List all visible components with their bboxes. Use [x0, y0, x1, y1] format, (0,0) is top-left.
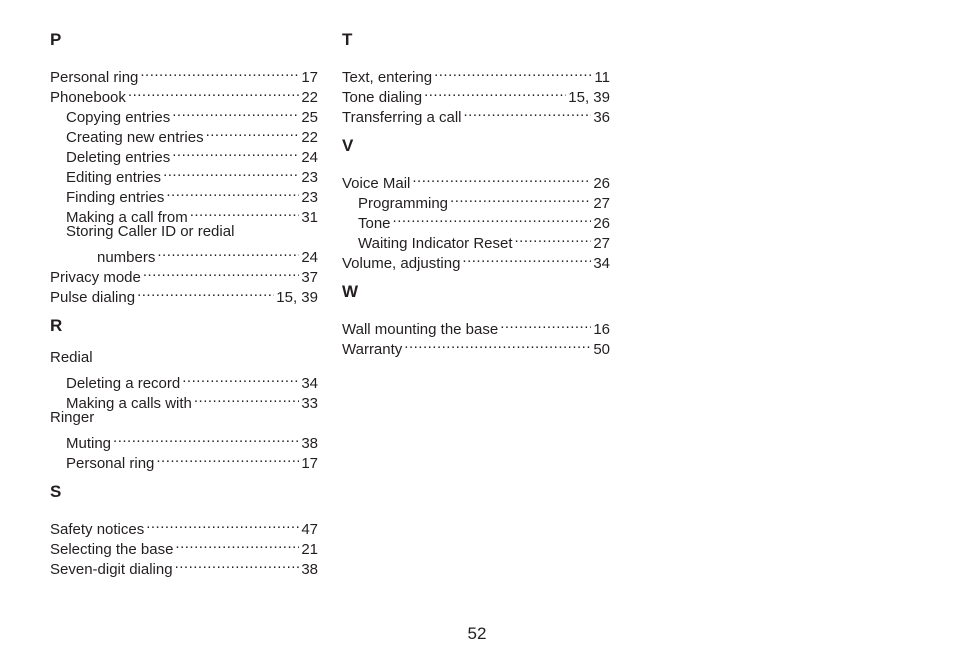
entry-page: 23	[301, 169, 318, 186]
entry-label: Finding entries	[66, 189, 165, 206]
dot-leader	[450, 188, 591, 208]
entry-label: Transferring a call	[342, 109, 462, 126]
section-letter: S	[50, 482, 62, 501]
section-letter: T	[342, 30, 353, 49]
dot-leader	[412, 168, 591, 188]
entry-page: 34	[593, 255, 610, 272]
dot-leader	[424, 82, 566, 102]
dot-leader	[206, 122, 300, 142]
index-entry	[50, 262, 318, 286]
dot-leader	[156, 448, 299, 468]
dot-leader	[157, 242, 299, 262]
index-entry	[50, 514, 318, 538]
entry-label: Wall mounting the base	[342, 321, 499, 338]
dot-leader	[175, 554, 300, 574]
entry-page: 37	[301, 269, 318, 286]
dot-leader	[146, 514, 299, 534]
dot-leader	[128, 82, 299, 102]
entry-label: Tone	[358, 215, 391, 232]
dot-leader	[113, 428, 299, 448]
entry-label: Warranty	[342, 341, 403, 358]
entry-label: Ringer	[50, 409, 95, 426]
entry-page: 47	[301, 521, 318, 538]
entry-label: Waiting Indicator Reset	[358, 235, 513, 252]
entry-label: Storing Caller ID or redial	[66, 223, 235, 240]
entry-label: Muting	[66, 435, 112, 452]
index-entry	[50, 242, 318, 266]
entry-label: Text, entering	[342, 69, 433, 86]
entry-label: Tone dialing	[342, 89, 423, 106]
entry-page: 36	[593, 109, 610, 126]
entry-label: Seven-digit dialing	[50, 561, 173, 578]
entry-label: Safety notices	[50, 521, 145, 538]
entry-label: Deleting a record	[66, 375, 181, 392]
index-entry	[342, 314, 610, 338]
entry-label: numbers	[97, 249, 156, 266]
entry-page: 24	[301, 149, 318, 166]
entry-label: Selecting the base	[50, 541, 174, 558]
dot-leader	[143, 262, 299, 282]
entry-page: 11	[594, 69, 610, 86]
index-column-right	[342, 30, 610, 368]
entry-label: Phonebook	[50, 89, 126, 106]
index-entry	[50, 348, 318, 368]
entry-page: 33	[301, 395, 318, 412]
dot-leader	[404, 334, 591, 354]
entry-page: 25	[301, 109, 318, 126]
section-letter: V	[342, 136, 354, 155]
index-column-left	[50, 30, 318, 588]
dot-leader	[137, 282, 274, 302]
section-letter: W	[342, 282, 359, 301]
entry-page: 38	[301, 561, 318, 578]
dot-leader	[182, 368, 299, 388]
entry-page: 17	[301, 69, 318, 86]
entry-page: 22	[301, 89, 318, 106]
dot-leader	[515, 228, 592, 248]
index-entry	[50, 62, 318, 86]
entry-page: 27	[593, 235, 610, 252]
dot-leader	[393, 208, 592, 228]
dot-leader	[464, 102, 592, 122]
page-number: 52	[467, 624, 487, 643]
entry-page: 15, 39	[276, 289, 318, 306]
index-entry	[342, 62, 610, 86]
entry-label: Personal ring	[66, 455, 155, 472]
entry-page: 23	[301, 189, 318, 206]
entry-label: Personal ring	[50, 69, 139, 86]
index-section-s	[50, 482, 318, 578]
dot-leader	[500, 314, 591, 334]
dot-leader	[434, 62, 592, 82]
entry-label: Redial	[50, 349, 93, 366]
dot-leader	[140, 62, 299, 82]
entry-label: Volume, adjusting	[342, 255, 461, 272]
entry-label: Programming	[358, 195, 449, 212]
entry-page: 26	[593, 215, 610, 232]
entry-page: 21	[301, 541, 318, 558]
section-letter: R	[50, 316, 63, 335]
entry-label: Making a call from	[66, 209, 188, 226]
index-entry	[50, 428, 318, 452]
entry-label: Deleting entries	[66, 149, 171, 166]
section-letter: P	[50, 30, 62, 49]
entry-label: Creating new entries	[66, 129, 204, 146]
dot-leader	[190, 202, 300, 222]
entry-page: 50	[593, 341, 610, 358]
index-section-p	[50, 30, 318, 306]
index-section-t	[342, 30, 610, 126]
entry-label: Copying entries	[66, 109, 171, 126]
index-entry	[50, 222, 318, 242]
entry-label: Making a calls with	[66, 395, 192, 412]
dot-leader	[166, 182, 299, 202]
dot-leader	[172, 102, 299, 122]
dot-leader	[194, 388, 299, 408]
index-section-v	[342, 136, 610, 272]
dot-leader	[172, 142, 299, 162]
entry-label: Voice Mail	[342, 175, 411, 192]
dot-leader	[163, 162, 299, 182]
index-entry	[50, 368, 318, 392]
entry-page: 31	[301, 209, 318, 226]
entry-page: 34	[301, 375, 318, 392]
entry-label: Editing entries	[66, 169, 162, 186]
entry-page: 27	[593, 195, 610, 212]
entry-page: 15, 39	[568, 89, 610, 106]
dot-leader	[175, 534, 299, 554]
index-section-r	[50, 316, 318, 472]
index-section-w	[342, 282, 610, 358]
entry-page: 22	[301, 129, 318, 146]
entry-page: 38	[301, 435, 318, 452]
entry-label: Privacy mode	[50, 269, 141, 286]
entry-page: 24	[301, 249, 318, 266]
entry-page: 17	[301, 455, 318, 472]
entry-page: 26	[593, 175, 610, 192]
dot-leader	[462, 248, 591, 268]
entry-page: 16	[593, 321, 610, 338]
index-entry	[342, 168, 610, 192]
entry-label: Pulse dialing	[50, 289, 136, 306]
